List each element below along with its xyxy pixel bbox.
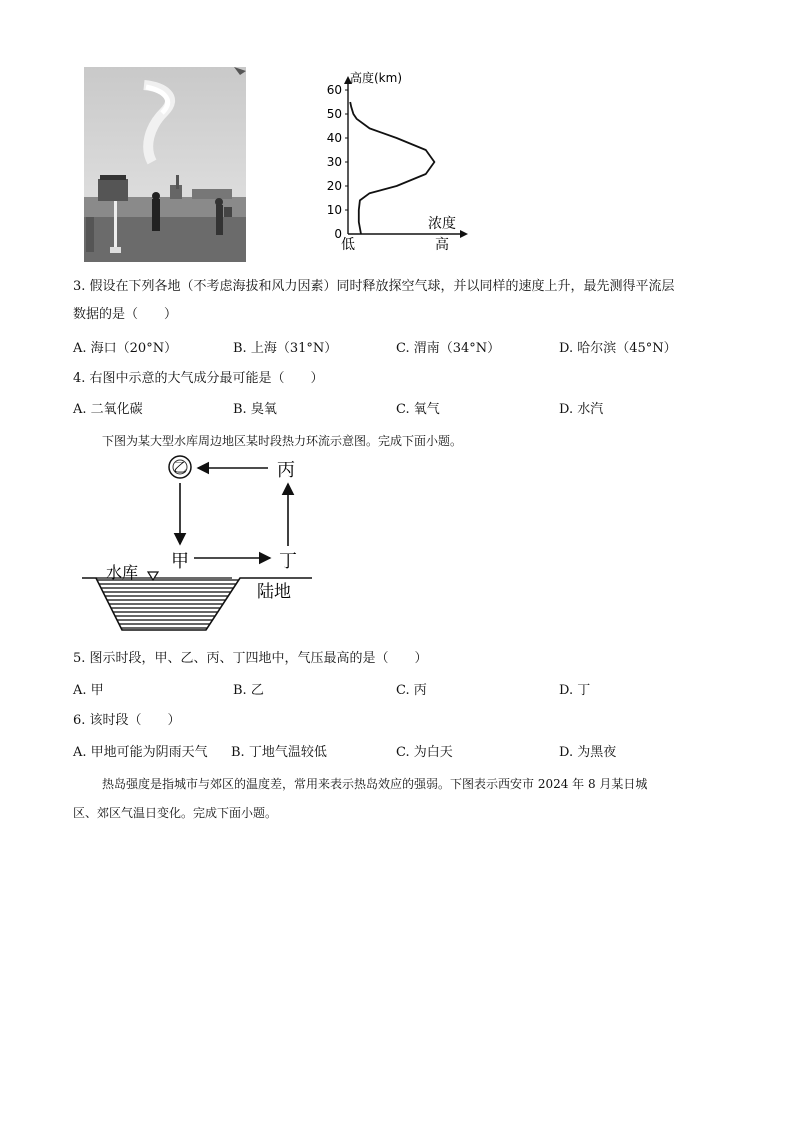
- q6-text: 6. 该时段（ ）: [73, 713, 181, 728]
- q6-option-c[interactable]: C. 为白天: [396, 745, 453, 760]
- y-axis-label: 高度(km): [350, 71, 403, 85]
- y-tick-label: 30: [326, 155, 342, 169]
- q5-option-d[interactable]: D. 丁: [559, 683, 591, 698]
- q5-option-a[interactable]: A. 甲: [73, 683, 104, 698]
- x-axis-label: 浓度: [428, 216, 456, 232]
- intro-reservoir: 下图为某大型水库周边地区某时段热力环流示意图。完成下面小题。: [102, 434, 463, 448]
- q5-option-b[interactable]: B. 乙: [233, 683, 264, 698]
- y-tick-label: 20: [326, 179, 342, 193]
- y-tick-label: 40: [326, 131, 342, 145]
- y-tick-label: 10: [326, 203, 342, 217]
- q3-text-line2: 数据的是（ ）: [73, 307, 178, 322]
- label-jia: 甲: [171, 551, 189, 572]
- x-axis-arrow-icon: [460, 230, 468, 238]
- q6-option-d[interactable]: D. 为黑夜: [559, 745, 617, 760]
- y-tick-label: 50: [326, 107, 342, 121]
- q4-option-a[interactable]: A. 二氧化碳: [73, 402, 143, 417]
- q5-option-c[interactable]: C. 丙: [396, 683, 427, 698]
- intro-heat-island-line1: 热岛强度是指城市与郊区的温度差，常用来表示热岛效应的强弱。下图表示西安市 2024 年 8 月某日城: [102, 777, 648, 791]
- ozone-chart-svg: [318, 62, 468, 262]
- q3-option-b[interactable]: B. 上海（31°N）: [233, 341, 338, 356]
- q6-option-a[interactable]: A. 甲地可能为阴雨天气: [73, 745, 208, 760]
- y-tick-label: 60: [326, 83, 342, 97]
- q4-text: 4. 右图中示意的大气成分最可能是（ ）: [73, 371, 324, 386]
- q3-text-line1: 3. 假设在下列各地（不考虑海拔和风力因素）同时释放探空气球，并以同样的速度上升，最先测得平流层: [73, 279, 675, 294]
- q4-option-d[interactable]: D. 水汽: [559, 402, 604, 417]
- x-low-label: 低: [341, 237, 355, 253]
- thermal-circulation-diagram: [82, 450, 322, 640]
- label-bing: 丙: [277, 460, 295, 481]
- q3-option-a[interactable]: A. 海口（20°N）: [73, 341, 178, 356]
- intro-heat-island-line2: 区、郊区气温日变化。完成下面小题。: [73, 806, 278, 820]
- label-land: 陆地: [257, 582, 291, 602]
- q3-option-c[interactable]: C. 渭南（34°N）: [396, 341, 501, 356]
- concentration-curve: [350, 102, 434, 234]
- label-ding: 丁: [279, 551, 297, 572]
- label-yi: 乙: [173, 461, 187, 476]
- y-tick-label: 0: [334, 227, 342, 241]
- q4-option-b[interactable]: B. 臭氧: [233, 402, 277, 417]
- ozone-chart: [318, 62, 468, 262]
- label-reservoir: 水库: [105, 563, 139, 582]
- q3-option-d[interactable]: D. 哈尔滨（45°N）: [559, 341, 677, 356]
- balloon-photo: [84, 67, 246, 262]
- x-high-label: 高: [435, 237, 449, 253]
- q6-option-b[interactable]: B. 丁地气温较低: [231, 745, 327, 760]
- q5-text: 5. 图示时段，甲、乙、丙、丁四地中，气压最高的是（ ）: [73, 651, 428, 666]
- q4-option-c[interactable]: C. 氧气: [396, 402, 440, 417]
